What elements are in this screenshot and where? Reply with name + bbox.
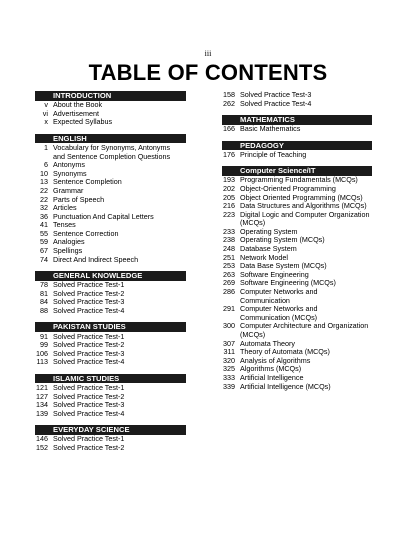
toc-entry-title: Network Model xyxy=(240,252,288,262)
toc-entry-page: 269 xyxy=(223,278,235,288)
toc-section-pakistan-studies xyxy=(35,322,186,367)
toc-entry-title: Solved Practice Test-1 xyxy=(53,331,125,341)
toc-entry[interactable] xyxy=(35,444,186,453)
toc-entry-page: 166 xyxy=(223,124,235,134)
toc-entry-page: 158 xyxy=(223,90,235,99)
toc-entry-title: Vocabulary for Synonyms, Antonyms xyxy=(53,142,171,152)
toc-entry-title: (MCQs) xyxy=(240,330,266,340)
toc-entry-title: Direct And Indirect Speech xyxy=(53,254,139,264)
toc-entry-title: Solved Practice Test-2 xyxy=(53,340,125,350)
toc-entry-page: 216 xyxy=(223,201,235,211)
toc-entry[interactable] xyxy=(35,358,186,367)
toc-section-computer-science-it xyxy=(222,166,372,391)
toc-entry[interactable] xyxy=(222,383,372,392)
toc-entry-title: Basic Mathematics xyxy=(240,124,301,134)
toc-entry-title: Software Engineering (MCQs) xyxy=(240,278,336,288)
toc-entry-title: Artificial Intelligence xyxy=(240,372,304,382)
toc-entry-page: 99 xyxy=(40,340,48,350)
toc-entry-page: 134 xyxy=(36,400,48,410)
toc-entry-page: 84 xyxy=(40,297,48,307)
toc-entry-page: 78 xyxy=(40,280,48,290)
toc-entry-page: 205 xyxy=(223,192,235,202)
toc-entry-title: Solved Practice Test-4 xyxy=(53,357,125,367)
section-gap xyxy=(35,367,186,374)
section-heading: PAKISTAN STUDIES xyxy=(35,322,186,332)
toc-entry-title: Advertisement xyxy=(53,108,99,118)
toc-entry-page: x xyxy=(44,117,48,127)
section-heading: ISLAMIC STUDIES xyxy=(35,374,186,384)
toc-entry-page: 113 xyxy=(36,357,48,367)
page-title: TABLE OF CONTENTS xyxy=(88,60,328,85)
toc-section-everyday-science xyxy=(35,425,186,452)
toc-entry-title: Analogies xyxy=(53,237,85,247)
toc-entry-title: Object Oriented Programming (MCQs) xyxy=(240,192,363,202)
toc-entry-page: 193 xyxy=(223,175,235,185)
toc-entry-page: 223 xyxy=(223,209,235,219)
toc-entry-title: Solved Practice Test-1 xyxy=(53,382,125,392)
toc-entry-page: 320 xyxy=(223,355,235,365)
page-number: iii xyxy=(204,49,212,58)
toc-entry-page: 67 xyxy=(40,246,48,256)
section-gap xyxy=(35,418,186,425)
toc-entry[interactable] xyxy=(35,410,186,419)
toc-entry-page: 59 xyxy=(40,237,48,247)
toc-entry-title: Algorithms (MCQs) xyxy=(240,364,302,374)
toc-entry-page: 152 xyxy=(36,442,48,452)
toc-entry-title: Principle of Teaching xyxy=(240,149,307,159)
toc-section-mathematics xyxy=(222,115,372,134)
toc-entry-title: Parts of Speech xyxy=(53,194,105,204)
toc-entry-title: Solved Practice Test-4 xyxy=(53,408,125,418)
toc-section-introduction xyxy=(35,91,186,127)
section-heading: INTRODUCTION xyxy=(35,91,186,101)
toc-entry-title: Sentence Correction xyxy=(53,228,119,238)
toc-entry-title: Solved Practice Test-2 xyxy=(53,442,125,452)
toc-entry-page: 325 xyxy=(223,364,235,374)
toc-entry-title: Data Base System (MCQs) xyxy=(240,261,327,271)
toc-entry-page: 121 xyxy=(36,382,48,392)
toc-entry-title: Antonyms xyxy=(53,160,85,170)
toc-entry-title: Computer Networks and xyxy=(240,287,318,297)
toc-entry-page: 81 xyxy=(40,288,48,298)
toc-entry-page: 339 xyxy=(223,381,235,391)
toc-entry-title: Automata Theory xyxy=(240,338,296,348)
toc-entry-title: Communication (MCQs) xyxy=(240,312,318,322)
section-heading: GENERAL KNOWLEDGE xyxy=(35,271,186,281)
toc-entry-title: Solved Practice Test-3 xyxy=(53,348,125,358)
toc-entry-title: Data Structures and Algorithms (MCQs) xyxy=(240,201,367,211)
toc-entry-page: 88 xyxy=(40,306,48,316)
toc-entry-title: Software Engineering xyxy=(240,269,309,279)
toc-entry-title: Solved Practice Test-1 xyxy=(53,434,125,444)
toc-entry-title: Grammar xyxy=(53,185,84,195)
toc-entry-page: 262 xyxy=(223,98,235,108)
toc-section-pedagogy xyxy=(222,141,372,160)
toc-entry[interactable] xyxy=(222,151,372,160)
toc-entry-title: Object-Oriented Programming xyxy=(240,183,336,193)
toc-entry-title: Synonyms xyxy=(53,168,87,178)
toc-entry-title: Sentence Completion xyxy=(53,177,122,187)
toc-section-continued xyxy=(222,91,372,108)
toc-right-column xyxy=(222,91,372,391)
toc-entry-title: Solved Practice Test-1 xyxy=(53,280,125,290)
toc-entry-title: Expected Syllabus xyxy=(53,117,113,127)
section-gap xyxy=(222,108,372,115)
section-gap xyxy=(35,316,186,323)
toc-entry-title: Articles xyxy=(53,203,77,213)
toc-entry[interactable] xyxy=(222,100,372,109)
toc-entry-title: Solved Practice Test-3 xyxy=(53,400,125,410)
section-gap xyxy=(35,127,186,134)
toc-entry-page: 36 xyxy=(40,211,48,221)
toc-entry-title: Analysis of Algorithms xyxy=(240,355,311,365)
toc-entry-title: Computer Networks and xyxy=(240,304,318,314)
toc-entry-title: About the Book xyxy=(53,100,103,110)
toc-entry-page: 263 xyxy=(223,269,235,279)
toc-entry-page: 74 xyxy=(40,254,48,264)
toc-entry-page: 176 xyxy=(223,149,235,159)
toc-entry-page: 139 xyxy=(36,408,48,418)
toc-entry-page: 127 xyxy=(36,391,48,401)
section-gap xyxy=(222,134,372,141)
toc-entry-page: 22 xyxy=(40,185,48,195)
toc-entry-page: 10 xyxy=(40,168,48,178)
toc-entry-page: 291 xyxy=(223,304,235,314)
toc-entry[interactable] xyxy=(35,307,186,316)
section-heading: Computer Science/IT xyxy=(222,166,372,176)
toc-entry-title: Solved Practice Test-2 xyxy=(53,288,125,298)
toc-section-islamic-studies xyxy=(35,374,186,419)
toc-entry[interactable] xyxy=(35,256,186,265)
toc-entry-page: 146 xyxy=(36,434,48,444)
toc-entry-page: 106 xyxy=(36,348,48,358)
section-heading: ENGLISH xyxy=(35,134,186,144)
toc-entry-page: 233 xyxy=(223,226,235,236)
toc-entry-page: 248 xyxy=(223,244,235,254)
section-heading: PEDAGOGY xyxy=(222,141,372,151)
toc-entry-title: Solved Practice Test-4 xyxy=(53,306,125,316)
toc-entry-title: Database System xyxy=(240,244,297,254)
toc-entry-page: 253 xyxy=(223,261,235,271)
toc-entry-page: 300 xyxy=(223,321,235,331)
toc-entry-page: 238 xyxy=(223,235,235,245)
toc-entry-page: 1 xyxy=(44,142,48,152)
toc-entry-title: Artificial Intelligence (MCQs) xyxy=(240,381,331,391)
toc-entry-title: Solved Practice Test-3 xyxy=(53,297,125,307)
toc-entry-page: 13 xyxy=(40,177,48,187)
toc-left-column xyxy=(35,91,186,453)
toc-entry-title: Spellings xyxy=(53,246,83,256)
toc-entry-title: Solved Practice Test-3 xyxy=(240,90,312,99)
toc-entry-title: Operating System xyxy=(240,226,298,236)
toc-entry-title: Punctuation And Capital Letters xyxy=(53,211,154,221)
toc-entry-title: Programming Fundamentals (MCQs) xyxy=(240,175,358,185)
toc-entry-page: 202 xyxy=(223,183,235,193)
toc-entry-page: 286 xyxy=(223,287,235,297)
section-heading: MATHEMATICS xyxy=(222,115,372,125)
toc-entry-title: Digital Logic and Computer Organization xyxy=(240,209,370,219)
toc-section-general-knowledge xyxy=(35,271,186,316)
toc-entry-page: 311 xyxy=(223,347,235,357)
toc-entry-page: 333 xyxy=(223,372,235,382)
toc-entry-page: 6 xyxy=(44,160,48,170)
toc-entry-page: 91 xyxy=(40,331,48,341)
toc-entry-page: 22 xyxy=(40,194,48,204)
toc-entry-title: Communication xyxy=(240,295,290,305)
toc-entry-page: 41 xyxy=(40,220,48,230)
toc-entry-page: 55 xyxy=(40,228,48,238)
toc-entry-title: Operating System (MCQs) xyxy=(240,235,325,245)
toc-entry[interactable] xyxy=(35,118,186,127)
toc-entry-title: Tenses xyxy=(53,220,76,230)
toc-entry-page: 307 xyxy=(223,338,235,348)
toc-entry-title: Theory of Automata (MCQs) xyxy=(240,347,330,357)
section-heading: EVERYDAY SCIENCE xyxy=(35,425,186,435)
toc-entry-page: 251 xyxy=(223,252,235,262)
toc-entry-page: 32 xyxy=(40,203,48,213)
toc-entry-title: Computer Architecture and Organization xyxy=(240,321,369,331)
toc-entry[interactable] xyxy=(222,125,372,134)
toc-section-english xyxy=(35,134,186,265)
section-gap xyxy=(222,159,372,166)
section-gap xyxy=(35,264,186,271)
toc-entry-title: Solved Practice Test-4 xyxy=(240,98,312,108)
toc-entry-page: vi xyxy=(42,108,48,118)
toc-entry-title: and Sentence Completion Questions xyxy=(53,151,171,161)
toc-entry-title: (MCQs) xyxy=(240,218,266,228)
toc-entry-page: v xyxy=(44,100,48,110)
toc-entry-title: Solved Practice Test-2 xyxy=(53,391,125,401)
